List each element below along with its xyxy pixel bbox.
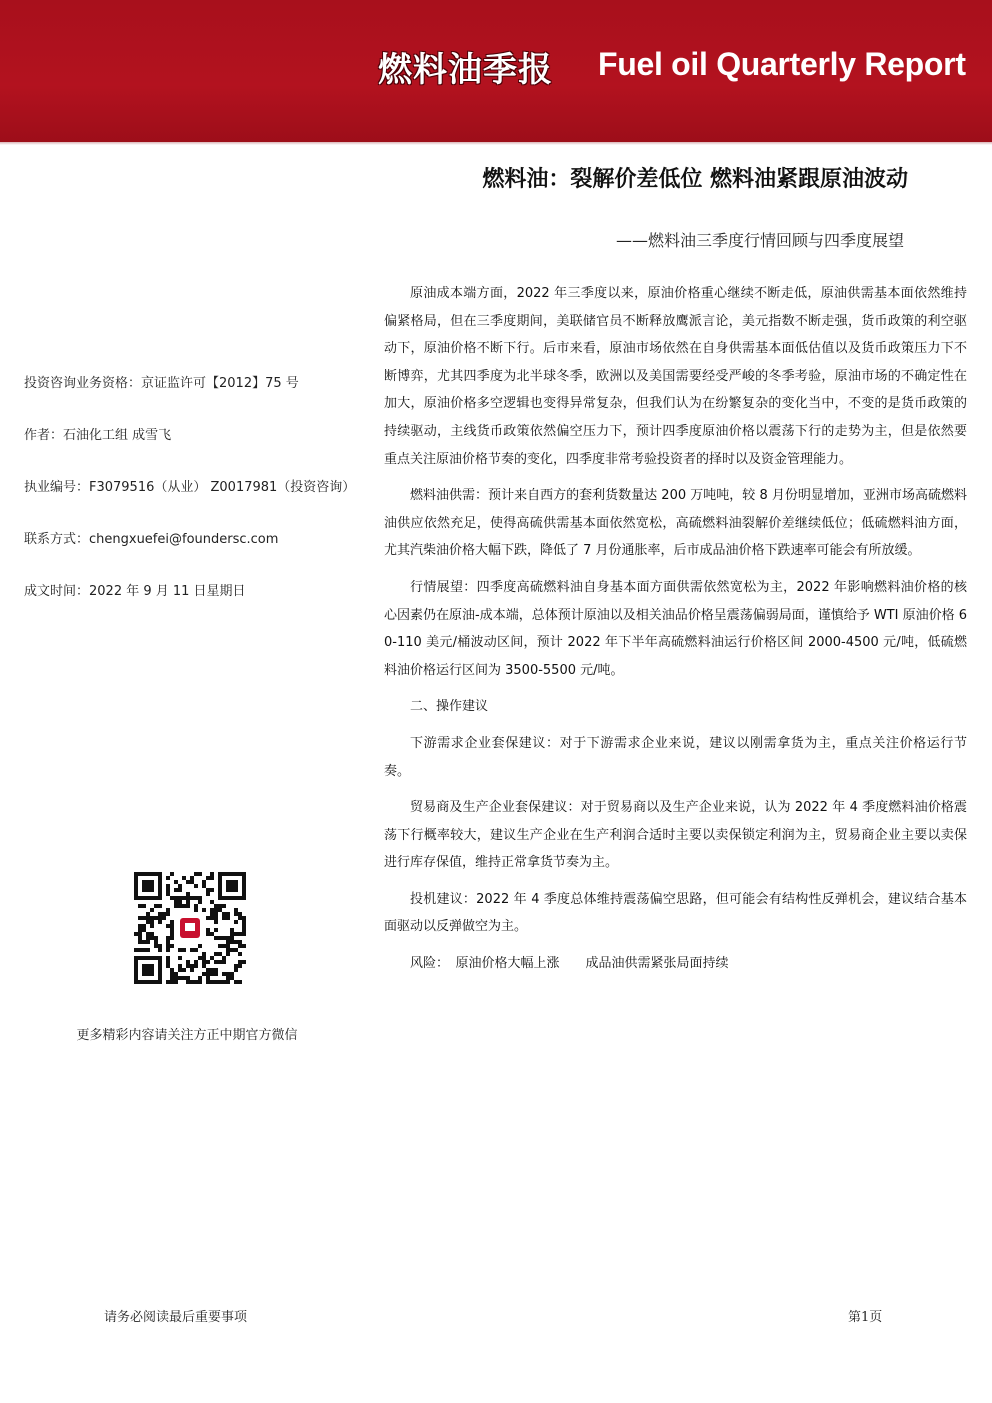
paragraph-trader-hedge: 贸易商及生产企业套保建议：对于贸易商以及生产企业来说，认为 2022 年 4 季度燃料油价格震荡下行概率较大，建议生产企业在生产利润合适时主要以卖保锁定利润为主，贸易商企业主要以卖保进行库存保值，维持正常拿货节奏为主。 — [384, 800, 967, 871]
section-heading-advice: 二、操作建议 — [410, 699, 489, 715]
report-subtitle: ——燃料油三季度行情回顾与四季度展望 — [615, 231, 904, 250]
banner-divider — [0, 142, 992, 145]
banner-title-cn: 燃料油季报 — [378, 50, 553, 90]
license-info: 投资咨询业务资格：京证监许可【2012】75 号 — [24, 376, 299, 391]
paragraph-crude-oil: 原油成本端方面，2022 年三季度以来，原油价格重心继续不断走低，原油供需基本面依然维持偏紧格局，但在三季度期间，美联储官员不断释放鹰派言论，美元指数不断走强，货币政策的利空驱动下，原油价格不断下行。后市来看，原油市场依然在自身供需基本面低估值以及货币政策压力下不断博弈，尤其四季度为北半球冬季，欧洲以及美国需要经受严峻的冬季考验，原油市场的不确定性在加大，原油价格多空逻辑也变得异常复杂，但我们认为在纷繁复杂的变化当中，不变的是货币政策的持续驱动，主线货币政策依然偏空压力下，预计四季度原油价格以震荡下行的走势为主，但是依然要重点关注原油价格节奏的变化，四季度非常考验投资者的择时以及资金管理能力。 — [384, 286, 967, 467]
paragraph-outlook: 行情展望：四季度高硫燃料油自身基本面方面供需依然宽松为主，2022 年影响燃料油价格的核心因素仍在原油-成本端，总体预计原油以及相关油品价格呈震荡偏弱局面，谨慎给予 WTI 原油价格 60-110 美元/桶波动区间，预计 2022 年下半年高硫燃料油运行价格区间 2000-4500 元/吨，低硫燃料油价格运行区间为 3500-5500 元/吨。 — [384, 579, 967, 678]
paragraph-risk: 风险： 原油价格大幅上涨 成品油供需紧张局面持续 — [410, 956, 729, 972]
banner-title-en: Fuel oil Quarterly Report — [598, 46, 966, 82]
contact-info: 联系方式：chengxuefei@foundersc.com — [24, 532, 279, 547]
qr-code-icon — [134, 872, 246, 984]
paragraph-speculation: 投机建议：2022 年 4 季度总体维持震荡偏空思路，但可能会有结构性反弹机会，建议结合基本面驱动以反弹做空为主。 — [384, 891, 967, 935]
date-info: 成文时间：2022 年 9 月 11 日星期日 — [24, 584, 246, 599]
footer-notice: 请务必阅读最后重要事项 — [104, 1310, 248, 1325]
qr-caption: 更多精彩内容请关注方正中期官方微信 — [76, 1028, 298, 1043]
author-info: 作者：石油化工组 成雪飞 — [24, 428, 172, 443]
report-body — [384, 280, 967, 987]
paragraph-supply-demand: 燃料油供需：预计来自西方的套利货数量达 200 万吨吨，较 8 月份明显增加，亚洲市场高硫燃料油供应依然充足，使得高硫供需基本面依然宽松，高硫燃料油裂解价差继续低位；低硫燃料油方面，尤其汽柴油价格大幅下跌，降低了 7 月份通胀率，后市成品油价格下跌速率可能会有所放缓。 — [384, 488, 967, 559]
report-title: 燃料油：裂解价差低位 燃料油紧跟原油波动 — [482, 167, 908, 192]
registration-info: 执业编号：F3079516（从业） Z0017981（投资咨询） — [24, 480, 356, 495]
page-number: 第1页 — [848, 1310, 883, 1325]
paragraph-downstream-hedge: 下游需求企业套保建议：对于下游需求企业来说，建议以刚需拿货为主，重点关注价格运行节奏。 — [384, 735, 967, 779]
